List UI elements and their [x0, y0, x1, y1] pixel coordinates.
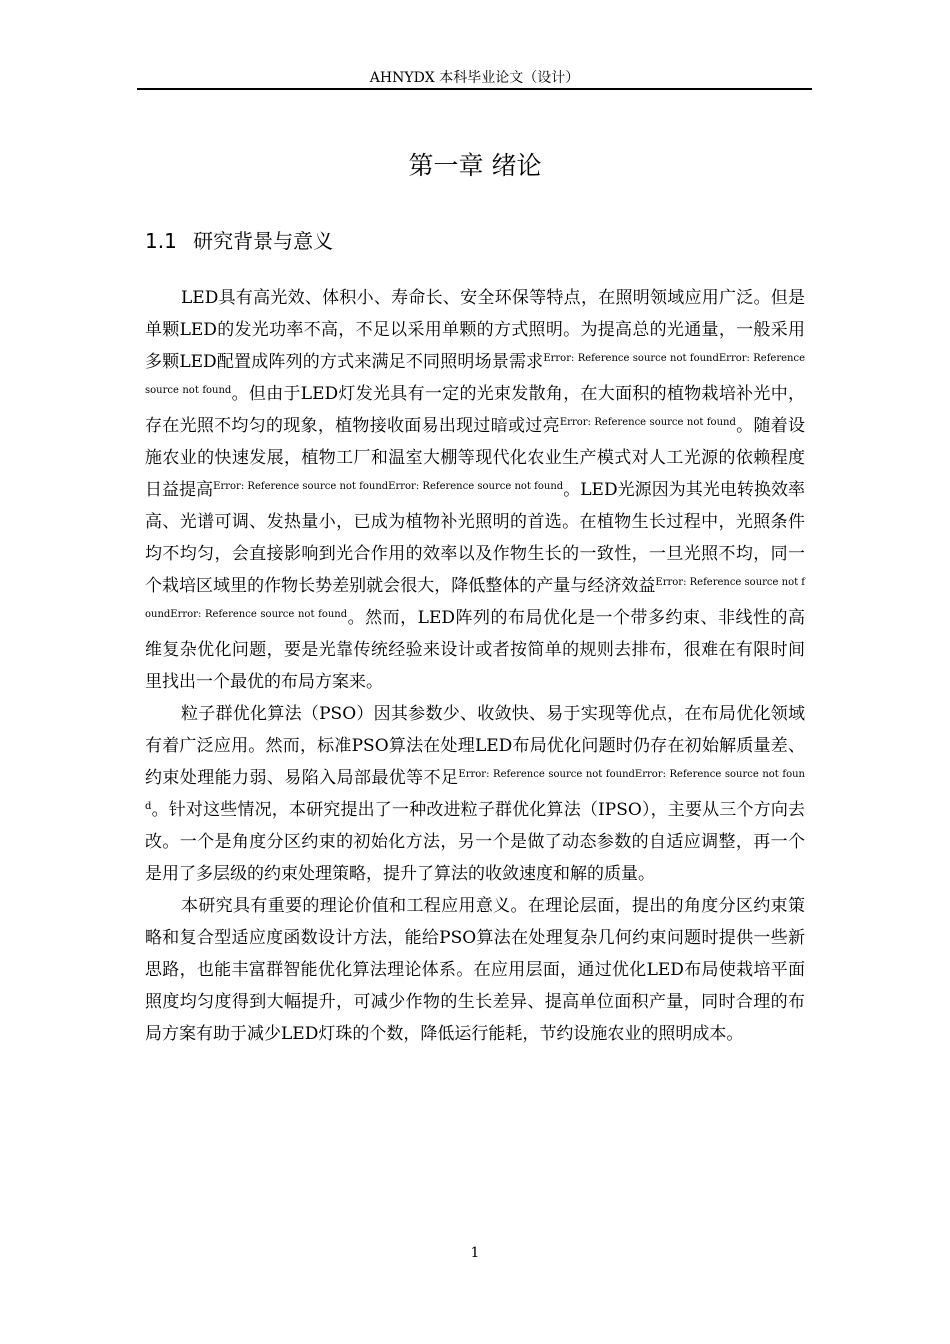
- citation-marker: Error: Reference source not foundError: Reference source not found: [145, 353, 805, 396]
- text-run: 。针对这些情况，本研究提出了一种改进粒子群优化算法（IPSO），主要从三个方向去改。一个是角度分区约束的初始化方法，另一个是做了动态参数的自适应调整，再一个是用了多层级的约束处理策略，提升了算法的收敛速度和解的质量。: [145, 800, 805, 884]
- text-run: 。LED光源因为其光电转换效率高、光谱可调、发热量小，已成为植物补光照明的首选。在植物生长过程中，光照条件均不均匀，会直接影响到光合作用的效率以及作物生长的一致性，一旦光照不均，同一个栽培区域里的作物长势差别就会很大，降低整体的产量与经济效益: [145, 480, 806, 596]
- text-run: LED具有高光效、体积小、寿命长、安全环保等特点，在照明领域应用广泛。但是单颗LED的发光功率不高，不足以采用单颗的方式照明。为提高总的光通量，一般采用多颗LED配置成阵列的方式来满足不同照明场景需求: [145, 288, 805, 372]
- paragraph: [145, 282, 805, 698]
- text-run: 。随着设施农业的快速发展，植物工厂和温室大棚等现代化农业生产模式对人工光源的依赖程度日益提高: [145, 416, 806, 500]
- citation-marker: Error: Reference source not found: [559, 417, 736, 428]
- text-run: 。但由于LED灯发光具有一定的光束发散角，在大面积的植物栽培补光中，存在光照不均匀的现象，植物接收面易出现过暗或过亮: [145, 384, 806, 436]
- running-header: AHNYDX 本科毕业论文（设计）: [369, 70, 580, 86]
- paragraph: [145, 890, 805, 1050]
- citation-marker: Error: Reference source not foundError: Reference source not found: [145, 577, 806, 620]
- citation-marker: Error: Reference source not foundError: Reference source not found: [145, 769, 806, 812]
- page-number: 1: [470, 1245, 480, 1261]
- paragraph: [145, 698, 805, 890]
- body-text: [145, 282, 805, 1050]
- citation-marker: Error: Reference source not foundError: Reference source not found: [213, 481, 564, 492]
- section-number: 1.1: [145, 229, 177, 253]
- chapter-title: 第一章 绪论: [408, 151, 542, 180]
- section-heading: [145, 227, 333, 255]
- text-run: 。然而，LED阵列的布局优化是一个带多约束、非线性的高维复杂优化问题，要是光靠传统经验来设计或者按简单的规则去排布，很难在有限时间里找出一个最优的布局方案来。: [145, 608, 805, 692]
- section-title: 研究背景与意义: [193, 229, 334, 253]
- header-rule: [137, 88, 812, 90]
- text-run: 本研究具有重要的理论价值和工程应用意义。在理论层面，提出的角度分区约束策略和复合型适应度函数设计方法，能给PSO算法在处理复杂几何约束问题时提供一些新思路，也能丰富群智能优化算法理论体系。在应用层面，通过优化LED布局使栽培平面照度均匀度得到大幅提升，可减少作物的生长差异、提高单位面积产量，同时合理的布局方案有助于减少LED灯珠的个数，降低运行能耗，节约设施农业的照明成本。: [145, 896, 805, 1044]
- text-run: 粒子群优化算法（PSO）因其参数少、收敛快、易于实现等优点，在布局优化领域有着广泛应用。然而，标准PSO算法在处理LED布局优化问题时仍存在初始解质量差、约束处理能力弱、易陷入局部最优等不足: [145, 704, 805, 788]
